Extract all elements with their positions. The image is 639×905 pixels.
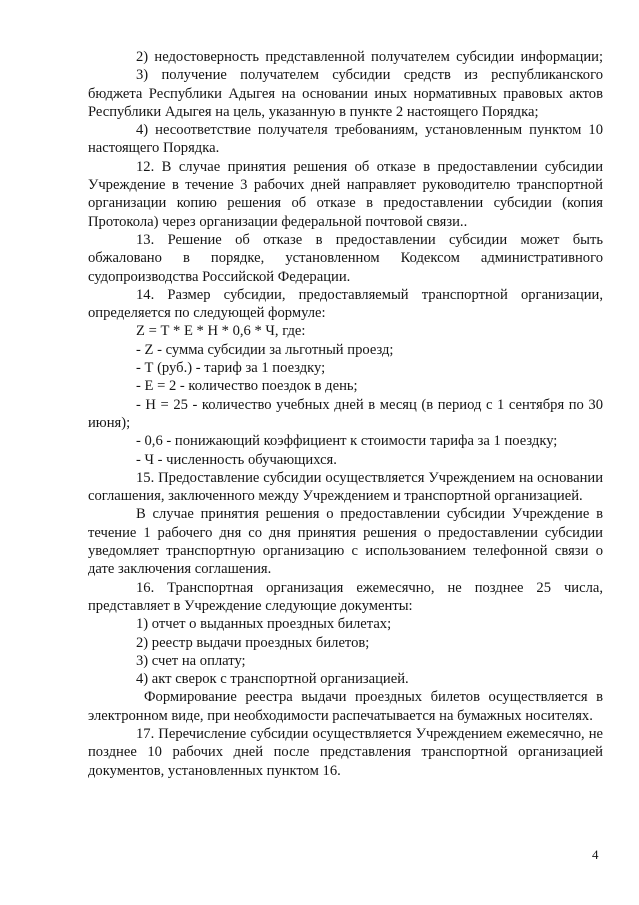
document-list-item-3: 3) счет на оплату;	[136, 652, 246, 669]
paragraph-item-3: 3) получение получателем субсидии средств из республиканского бюджета Республики Адыгея на основании иных нормативных правовых актов Республики Адыгея на цель, указанную в пункте 2 настоящего Порядка;	[88, 67, 603, 120]
formula-term-e: - Е = 2 - количество поездок в день;	[136, 378, 358, 395]
paragraph-15-notice: В случае принятия решения о предоставлении субсидии Учреждение в течение 1 рабочего дня со дня принятия решения о предоставлении субсидии уведомляет транспортную организацию с использованием телефонной связи о дате заключения соглашения.	[88, 506, 603, 578]
document-body	[88, 48, 603, 780]
formula-term-z: - Z - сумма субсидии за льготный проезд;	[136, 341, 394, 358]
paragraph-item-4: 4) несоответствие получателя требованиям, установленным пунктом 10 настоящего Порядка.	[88, 122, 603, 157]
paragraph-item-2: 2) недостоверность представленной получателем субсидии информации;	[136, 49, 603, 65]
formula-term-ch: - Ч - численность обучающихся.	[136, 451, 337, 468]
formula-term-t: - Т (руб.) - тариф за 1 поездку;	[136, 360, 326, 377]
paragraph-13: 13. Решение об отказе в предоставлении субсидии может быть обжаловано в порядке, установленном Кодексом административного судопроизводства Российской Федерации.	[88, 231, 603, 285]
paragraph-12: 12. В случае принятия решения об отказе в предоставлении субсидии Учреждение в течение 3 рабочих дней направляет руководителю транспортной организации копию решения об отказе в предоставлении субсидии (копия Протокола) через организации федеральной почтовой связи..	[88, 158, 603, 230]
paragraph-14: 14. Размер субсидии, предоставляемый транспортной организации, определяется по следующей формуле:	[88, 286, 603, 322]
formula-term-h: - Н = 25 - количество учебных дней в месяц (в период с 1 сентября по 30 июня);	[88, 396, 603, 431]
document-list-item-4: 4) акт сверок с транспортной организацией.	[136, 671, 409, 688]
paragraph-16: 16. Транспортная организация ежемесячно, не позднее 25 числа, представляет в Учреждение следующие документы:	[88, 579, 603, 614]
formula-term-coef: - 0,6 - понижающий коэффициент к стоимости тарифа за 1 поездку;	[136, 433, 558, 450]
formula: Z = Т * Е * Н * 0,6 * Ч, где:	[136, 323, 306, 340]
paragraph-17: 17. Перечисление субсидии осуществляется Учреждением ежемесячно, не позднее 10 рабочих дней после представления транспортной организацией документов, установленных пунктом 16.	[88, 725, 603, 779]
page-number: 4	[592, 847, 599, 862]
document-list-item-2: 2) реестр выдачи проездных билетов;	[136, 634, 370, 651]
paragraph-15: 15. Предоставление субсидии осуществляется Учреждением на основании соглашения, заключенного между Учреждением и транспортной организацией.	[88, 469, 603, 505]
paragraph-16-registry: Формирование реестра выдачи проездных билетов осуществляется в электронном виде, при необходимости распечатывается на бумажных носителях.	[88, 689, 603, 724]
document-list-item-1: 1) отчет о выданных проездных билетах;	[136, 616, 392, 633]
